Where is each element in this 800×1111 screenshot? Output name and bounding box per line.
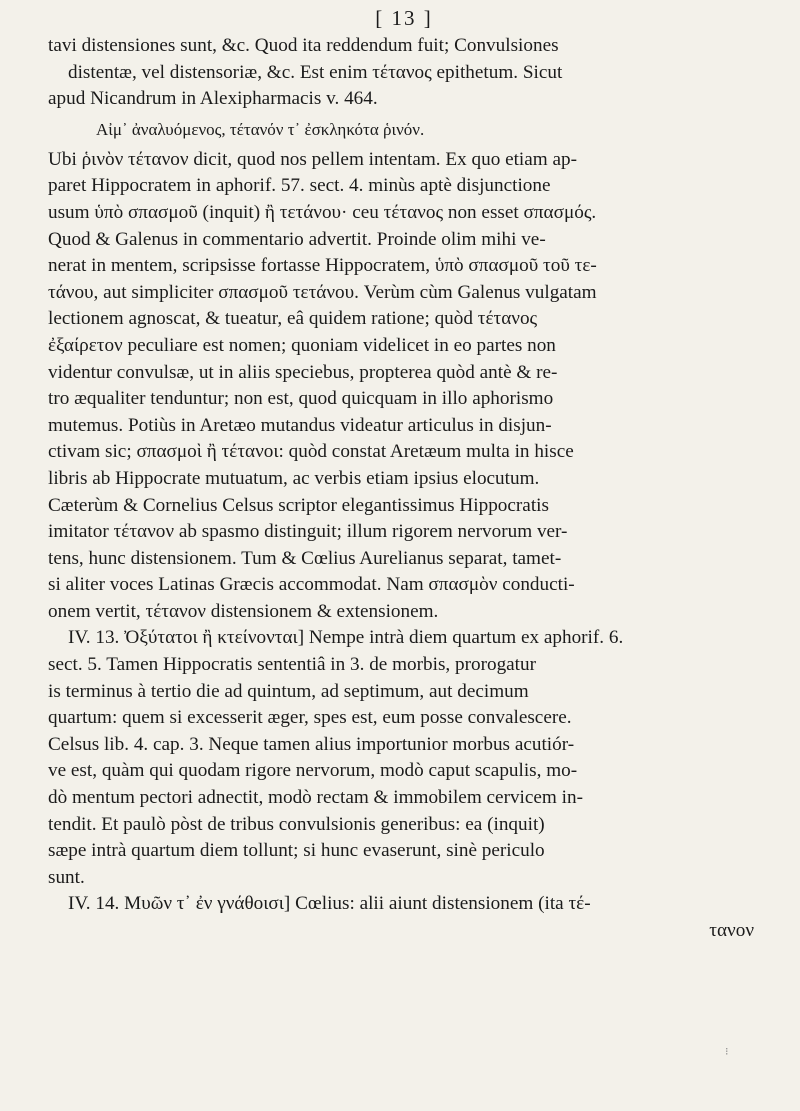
text-line-13: videntur convulsæ, ut in aliis speciebus, propterea quòd antè & re- — [48, 361, 558, 383]
section-iv-14-start: IV. 14. Μυῶν τ᾽ ἐν γνάθοισι] Cœlius: alii aiunt distensionem (ita τέ- — [68, 893, 591, 915]
verse-quotation: Αἰμ᾽ ἀναλυόμενος, τέτανόν τ᾽ ἐσκληκότα ῥινόν. — [96, 119, 425, 139]
text-line-16: ctivam sic; σπασμοὶ ἢ τέτανοι: quòd constat Aretæum multa in hisce — [48, 441, 574, 463]
text-line-32: sunt. — [48, 866, 85, 888]
text-line-11: lectionem agnoscat, & tueatur, eâ quidem ratione; quòd τέτανος — [48, 308, 538, 330]
text-line-17: libris ab Hippocrate mutuatum, ac verbis etiam ipsius elocutum. — [48, 467, 540, 489]
text-line-30: tendit. Et paulò pòst de tribus convulsionis generibus: ea (inquit) — [48, 813, 545, 835]
text-line-12: ἐξαίρετον peculiare est nomen; quoniam videlicet in eo partes non — [48, 334, 556, 356]
text-line-3: apud Nicandrum in Alexipharmacis v. 464. — [48, 88, 378, 110]
text-line-1: tavi distensiones sunt, &c. Quod ita reddendum fuit; Convulsiones — [48, 35, 559, 56]
text-line-25: is terminus à tertio die ad quintum, ad septimum, aut decimum — [48, 680, 529, 702]
text-line-6: paret Hippocratem in aphorif. 57. sect. 4. minùs aptè disjunctione — [48, 175, 551, 197]
text-line-28: ve est, quàm qui quodam rigore nervorum, modò caput scapulis, mo- — [48, 760, 578, 782]
section-iv-13-start: IV. 13. Ὀξύτατοι ἢ κτείνονται] Nempe intrà diem quartum ex aphorif. 6. — [68, 627, 624, 649]
catchword: τανον — [709, 920, 754, 941]
text-line-2: distentæ, vel distensoriæ, &c. Est enim τέτανος epithetum. Sicut — [68, 61, 563, 83]
text-line-20: tens, hunc distensionem. Tum & Cœlius Aurelianus separat, tamet- — [48, 547, 562, 569]
text-line-22: onem vertit, τέτανον distensionem & extensionem. — [48, 600, 439, 622]
text-line-14: tro æqualiter tenduntur; non est, quod quicquam in illo aphorismo — [48, 388, 554, 410]
text-line-5: Ubi ῥινὸν τέτανον dicit, quod nos pellem intentam. Ex quo etiam ap- — [48, 148, 577, 170]
text-line-24: sect. 5. Tamen Hippocratis sententiâ in 3. de morbis, prorogatur — [48, 654, 536, 676]
text-line-31: sæpe intrà quartum diem tollunt; si hunc evaserunt, sinè periculo — [48, 840, 545, 862]
text-line-8: Quod & Galenus in commentario advertit. Proinde olim mihi ve- — [48, 228, 546, 250]
text-line-18: Cæterùm & Cornelius Celsus scriptor elegantissimus Hippocratis — [48, 494, 549, 516]
text-line-26: quartum: quem si excesserit æger, spes est, eum posse convalescere. — [48, 707, 572, 729]
text-line-15: mutemus. Potiùs in Aretæo mutandus videatur articulus in disjun- — [48, 414, 552, 436]
text-line-9: nerat in mentem, scripsisse fortasse Hippocratem, ὑπὸ σπασμοῦ τοῦ τε- — [48, 255, 597, 277]
text-line-10: τάνου, aut simpliciter σπασμοῦ τετάνου. Verùm cùm Galenus vulgatam — [48, 281, 597, 303]
text-line-19: imitator τέτανον ab spasmo distinguit; illum rigorem nervorum ver- — [48, 521, 568, 543]
book-page — [48, 6, 760, 945]
page-number: [ 13 ] — [375, 6, 433, 30]
ink-blot-mark: ⁝ — [725, 1045, 729, 1058]
text-line-27: Celsus lib. 4. cap. 3. Neque tamen alius importunior morbus acutiór- — [48, 733, 575, 755]
text-line-21: si aliter voces Latinas Græcis accommodat. Nam σπασμὸν conducti- — [48, 574, 575, 596]
text-line-29: dò mentum pectori adnectit, modò rectam & immobilem cervicem in- — [48, 787, 583, 809]
text-line-7: usum ὑπὸ σπασμοῦ (inquit) ἢ τετάνου· ceu τέτανος non esset σπασμός. — [48, 201, 597, 223]
